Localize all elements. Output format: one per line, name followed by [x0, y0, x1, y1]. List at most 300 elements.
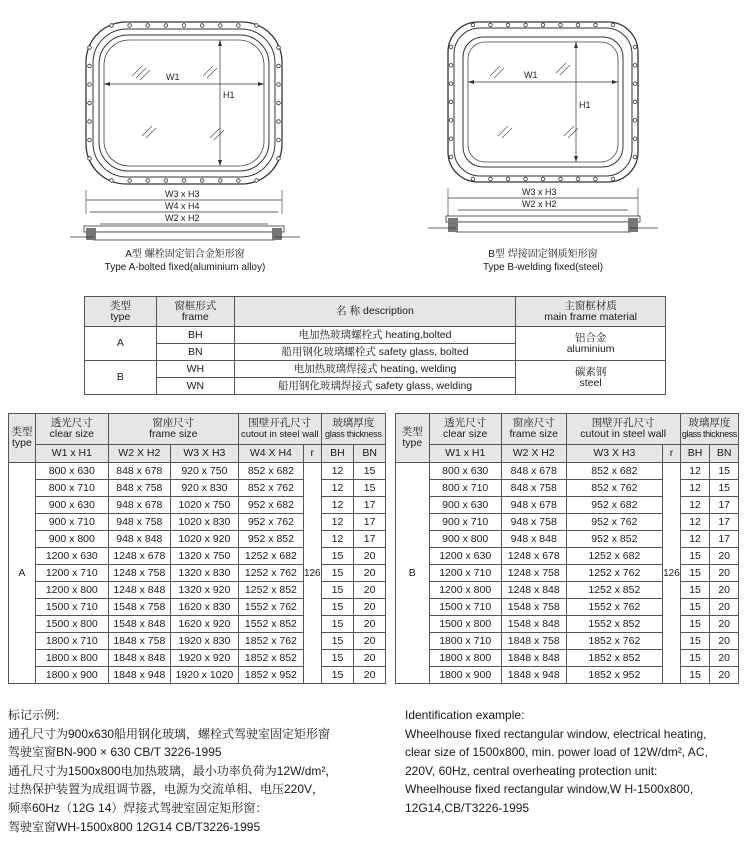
table-cell: 948 x 848: [108, 531, 170, 548]
table-cell: 15: [680, 633, 710, 650]
header-w2h2-b: W2 X H2: [501, 445, 566, 463]
table-cell: 15: [321, 616, 354, 633]
table-cell: 1848 x 948: [501, 667, 566, 684]
bolt-icon: [200, 24, 204, 28]
table-cell: 17: [710, 497, 739, 514]
frame-description-table: [84, 296, 666, 395]
table-cell: 20: [710, 633, 739, 650]
bolt-icon: [88, 46, 92, 50]
table-cell: 1020 x 830: [170, 514, 238, 531]
table-cell: 852 x 682: [238, 463, 303, 480]
table-cell: 12: [321, 514, 354, 531]
table-cell: 1320 x 920: [170, 582, 238, 599]
table-row: [9, 633, 386, 650]
bolt-icon: [471, 23, 475, 27]
table-row: [396, 616, 739, 633]
bolt-icon: [449, 64, 453, 68]
desc-name-cell: 电加热玻璃螺栓式 heating,bolted: [234, 327, 515, 344]
table-row: [396, 514, 739, 531]
table-cell: 12: [680, 497, 710, 514]
bolt-icon: [506, 23, 510, 27]
table-cell: 1848 x 948: [108, 667, 170, 684]
table-cell: 15: [321, 599, 354, 616]
table-cell: 1548 x 758: [501, 599, 566, 616]
table-cell: 948 x 678: [501, 497, 566, 514]
header-type-b: 类型 type: [396, 414, 430, 463]
radius-cell: 126: [303, 463, 321, 684]
table-cell: 20: [710, 616, 739, 633]
bolt-icon: [88, 64, 92, 68]
table-cell: 1200 x 630: [35, 548, 108, 565]
bolt-icon: [489, 177, 493, 181]
table-cell: 1548 x 758: [108, 599, 170, 616]
table-cell: 1852 x 762: [566, 633, 663, 650]
table-cell: 800 x 710: [429, 480, 501, 497]
header-type: 类型 type: [9, 414, 36, 463]
table-cell: 17: [354, 497, 386, 514]
table-row: [396, 650, 739, 667]
table-cell: 1500 x 710: [35, 599, 108, 616]
table-cell: 1920 x 920: [170, 650, 238, 667]
table-cell: 900 x 800: [429, 531, 501, 548]
table-cell: 20: [354, 616, 386, 633]
bolt-icon: [576, 177, 580, 181]
table-row: [9, 582, 386, 599]
bolt-icon: [633, 137, 637, 141]
header-w1h1: W1 x H1: [35, 445, 108, 463]
desc-frame-cell: BN: [156, 344, 234, 361]
bolt-icon: [200, 179, 204, 183]
type-a-caption-cn: A型 螺栓固定铝合金矩形窗: [125, 249, 245, 260]
table-cell: 15: [321, 582, 354, 599]
desc-header-frame: 窗框形式 frame: [156, 297, 234, 327]
note-line: 驾驶室窗BN-900 × 630 CB/T 3226-1995: [8, 745, 222, 760]
bolt-icon: [218, 179, 222, 183]
table-row: [396, 497, 739, 514]
table-cell: 12: [321, 480, 354, 497]
table-cell: 1500 x 800: [35, 616, 108, 633]
table-row: [9, 650, 386, 667]
table-cell: 1500 x 800: [429, 616, 501, 633]
table-cell: 900 x 630: [429, 497, 501, 514]
table-cell: 952 x 682: [566, 497, 663, 514]
table-cell: 1248 x 758: [501, 565, 566, 582]
table-cell: 15: [710, 463, 739, 480]
bolt-icon: [255, 179, 259, 183]
table-cell: 800 x 630: [429, 463, 501, 480]
table-row: [396, 599, 739, 616]
desc-material-b: 碳素钢 steel: [516, 361, 666, 395]
table-cell: 1200 x 710: [429, 565, 501, 582]
type-b-caption: [428, 248, 658, 274]
table-cell: 1500 x 710: [429, 599, 501, 616]
table-cell: 15: [680, 667, 710, 684]
type-a-caption-en: Type A-bolted fixed(aluminium alloy): [104, 262, 266, 273]
table-cell: 1320 x 830: [170, 565, 238, 582]
bolt-icon: [611, 23, 615, 27]
bolt-icon: [449, 100, 453, 104]
header-r: r: [303, 445, 321, 463]
table-row: [396, 667, 739, 684]
table-row: [396, 548, 739, 565]
table-cell: 15: [321, 633, 354, 650]
bolt-icon: [146, 24, 150, 28]
table-cell: 1252 x 762: [566, 565, 663, 582]
table-row: [396, 463, 739, 480]
bolt-icon: [237, 24, 241, 28]
table-cell: 1800 x 800: [35, 650, 108, 667]
note-line: 220V, 60Hz, central overheating protection unit:: [405, 763, 658, 778]
note-line: 通孔尺寸为900x630船用钢化玻璃，螺栓式驾驶室固定矩形窗: [8, 726, 331, 741]
bolt-icon: [633, 82, 637, 86]
bolt-icon: [277, 64, 281, 68]
bolt-icon: [541, 23, 545, 27]
table-cell: 1800 x 800: [429, 650, 501, 667]
table-cell: 1020 x 750: [170, 497, 238, 514]
desc-frame-cell: BH: [156, 327, 234, 344]
bolt-icon: [110, 179, 114, 183]
table-cell: 848 x 678: [501, 463, 566, 480]
note-line: 通孔尺寸为1500x800电加热玻璃，最小功率负荷为12W/dm²，: [8, 763, 338, 778]
table-cell: 20: [710, 582, 739, 599]
w4h4-label: W4 x H4: [165, 201, 200, 211]
table-cell: 12: [680, 531, 710, 548]
table-cell: 12: [321, 463, 354, 480]
table-cell: 20: [354, 599, 386, 616]
table-cell: 848 x 678: [108, 463, 170, 480]
table-cell: 1248 x 848: [501, 582, 566, 599]
table-cell: 1548 x 848: [501, 616, 566, 633]
note-line: Identification example:: [405, 708, 525, 722]
type-b-dimension-table: [395, 413, 739, 684]
bolt-icon: [541, 177, 545, 181]
type-b-window-drawing: [428, 18, 658, 248]
desc-name-cell: 电加热玻璃焊接式 heating, welding: [234, 361, 515, 378]
header-glass-thickness: 玻璃厚度 glass thickness: [321, 414, 385, 445]
header-bn-b: BN: [710, 445, 739, 463]
table-cell: 15: [680, 582, 710, 599]
table-cell: 20: [354, 633, 386, 650]
desc-frame-cell: WH: [156, 361, 234, 378]
w2h2-label: W2 x H2: [165, 213, 200, 223]
table-cell: 20: [354, 548, 386, 565]
table-row: [9, 599, 386, 616]
table-cell: 1620 x 920: [170, 616, 238, 633]
table-cell: 900 x 800: [35, 531, 108, 548]
h1-label-b: H1: [579, 100, 591, 110]
note-line: 过热保护装置为成组调节器，电源为交流单相、电压220V，: [8, 782, 325, 797]
desc-frame-cell: WN: [156, 378, 234, 395]
bolt-icon: [110, 24, 114, 28]
bolt-icon: [506, 177, 510, 181]
type-b-caption-en: Type B-welding fixed(steel): [482, 262, 604, 273]
table-cell: 1848 x 758: [108, 633, 170, 650]
table-cell: 1800 x 900: [35, 667, 108, 684]
bolt-icon: [489, 23, 493, 27]
table-cell: 17: [710, 514, 739, 531]
table-cell: 848 x 758: [501, 480, 566, 497]
table-cell: 1852 x 852: [566, 650, 663, 667]
desc-material-a: 铝合金 aluminium: [516, 327, 666, 361]
table-cell: 1248 x 678: [108, 548, 170, 565]
table-cell: 952 x 762: [238, 514, 303, 531]
table-cell: 952 x 852: [238, 531, 303, 548]
table-cell: 1848 x 848: [108, 650, 170, 667]
table-row: [396, 633, 739, 650]
bolt-icon: [524, 177, 528, 181]
table-row: [9, 531, 386, 548]
bolt-icon: [88, 83, 92, 87]
table-cell: 848 x 758: [108, 480, 170, 497]
table-cell: 1252 x 682: [238, 548, 303, 565]
bolt-icon: [524, 23, 528, 27]
w3h3-label: W3 x H3: [165, 189, 200, 199]
header-w4h4: W4 X H4: [238, 445, 303, 463]
type-b-caption-cn: B型 焊接固定钢质矩形窗: [488, 249, 598, 260]
bolt-icon: [449, 137, 453, 141]
header-w1h1-b: W1 x H1: [429, 445, 501, 463]
table-cell: 952 x 682: [238, 497, 303, 514]
bolt-icon: [633, 64, 637, 68]
table-cell: 1552 x 852: [566, 616, 663, 633]
table-cell: 17: [354, 514, 386, 531]
table-cell: 1852 x 952: [566, 667, 663, 684]
note-line: 频率60Hz（12G 14）焊接式驾驶室固定矩形窗：: [8, 800, 268, 815]
table-cell: 1552 x 762: [238, 599, 303, 616]
bolt-icon: [277, 46, 281, 50]
table-cell: 1800 x 710: [429, 633, 501, 650]
table-row: [9, 463, 386, 480]
table-cell: 952 x 762: [566, 514, 663, 531]
table-cell: 15: [680, 565, 710, 582]
table-row: [396, 480, 739, 497]
type-cell: B: [396, 463, 430, 684]
bolt-icon: [182, 24, 186, 28]
bolt-icon: [277, 120, 281, 124]
table-cell: 1020 x 920: [170, 531, 238, 548]
table-cell: 12: [680, 463, 710, 480]
header-bh: BH: [321, 445, 354, 463]
table-cell: 1252 x 682: [566, 548, 663, 565]
table-cell: 15: [680, 599, 710, 616]
table-cell: 920 x 830: [170, 480, 238, 497]
table-row: [9, 548, 386, 565]
note-line: clear size of 1500x800, min. power load of 12W/dm², AC,: [405, 745, 708, 760]
bolt-icon: [449, 155, 453, 159]
bolt-icon: [594, 177, 598, 181]
table-cell: 20: [710, 548, 739, 565]
header-w2h2: W2 X H2: [108, 445, 170, 463]
table-cell: 1200 x 800: [35, 582, 108, 599]
table-row: [396, 565, 739, 582]
table-cell: 1800 x 710: [35, 633, 108, 650]
bolt-icon: [449, 82, 453, 86]
bolt-icon: [164, 179, 168, 183]
table-cell: 20: [354, 667, 386, 684]
table-cell: 15: [680, 616, 710, 633]
header-bh-b: BH: [680, 445, 710, 463]
table-cell: 1252 x 852: [566, 582, 663, 599]
table-cell: 1248 x 758: [108, 565, 170, 582]
table-row: [9, 514, 386, 531]
note-line: 驾驶室窗WH-1500x800 12G14 CB/T3226-1995: [8, 819, 261, 834]
note-line: Wheelhouse fixed rectangular window, electrical heating,: [405, 726, 707, 741]
header-clear-size-b: 透光尺寸 clear size: [429, 414, 501, 445]
w1-label-b: W1: [524, 70, 538, 80]
bolt-icon: [218, 24, 222, 28]
type-cell: A: [9, 463, 36, 684]
table-cell: 20: [710, 599, 739, 616]
table-cell: 1552 x 852: [238, 616, 303, 633]
table-cell: 1852 x 762: [238, 633, 303, 650]
bolt-icon: [88, 101, 92, 105]
table-cell: 15: [354, 463, 386, 480]
bolt-icon: [471, 177, 475, 181]
type-a-window-drawing: [70, 18, 300, 248]
header-bn: BN: [354, 445, 386, 463]
table-cell: 20: [354, 565, 386, 582]
table-cell: 1620 x 830: [170, 599, 238, 616]
bolt-icon: [559, 23, 563, 27]
bolt-icon: [633, 155, 637, 159]
table-cell: 952 x 852: [566, 531, 663, 548]
w2h2-label-b: W2 x H2: [522, 199, 557, 209]
table-cell: 20: [354, 650, 386, 667]
note-line: 12G14,CB/T3226-1995: [405, 800, 530, 815]
bolt-icon: [449, 119, 453, 123]
table-cell: 12: [680, 514, 710, 531]
header-clear-size: 透光尺寸 clear size: [35, 414, 108, 445]
table-cell: 1848 x 848: [501, 650, 566, 667]
bolt-icon: [182, 179, 186, 183]
table-cell: 800 x 710: [35, 480, 108, 497]
bolt-icon: [277, 138, 281, 142]
bolt-icon: [611, 177, 615, 181]
table-row: [396, 531, 739, 548]
desc-header-name: 名 称 description: [234, 297, 515, 327]
table-cell: 15: [321, 565, 354, 582]
radius-cell: 126: [663, 463, 681, 684]
bolt-icon: [255, 24, 259, 28]
bolt-icon: [633, 119, 637, 123]
table-cell: 800 x 630: [35, 463, 108, 480]
bolt-icon: [164, 24, 168, 28]
w1-label: W1: [166, 72, 180, 82]
bolt-icon: [633, 100, 637, 104]
note-line: 标记示例:: [8, 708, 60, 722]
table-cell: 852 x 762: [566, 480, 663, 497]
bolt-icon: [277, 83, 281, 87]
table-cell: 17: [710, 531, 739, 548]
table-cell: 1548 x 848: [108, 616, 170, 633]
table-row: [9, 667, 386, 684]
h1-label: H1: [223, 90, 235, 100]
bolt-icon: [277, 101, 281, 105]
table-cell: 20: [710, 565, 739, 582]
header-glass-thickness-b: 玻璃厚度 glass thickness: [680, 414, 738, 445]
bolt-icon: [633, 45, 637, 49]
desc-name-cell: 船用钢化玻璃焊接式 safety glass, welding: [234, 378, 515, 395]
table-cell: 15: [321, 667, 354, 684]
header-cutout-b: 围壁开孔尺寸 cutout in steel wall: [566, 414, 680, 445]
table-cell: 900 x 710: [35, 514, 108, 531]
table-cell: 15: [680, 548, 710, 565]
table-row: [9, 480, 386, 497]
table-cell: 1920 x 1020: [170, 667, 238, 684]
desc-type-b: B: [85, 361, 157, 395]
table-row: [9, 497, 386, 514]
bolt-icon: [594, 23, 598, 27]
table-cell: 15: [321, 650, 354, 667]
note-line: Wheelhouse fixed rectangular window,W H-1500x800,: [405, 782, 694, 797]
desc-header-type: 类型 type: [85, 297, 157, 327]
table-cell: 15: [321, 548, 354, 565]
type-a-dimension-table: [8, 413, 386, 684]
bolt-icon: [88, 138, 92, 142]
table-cell: 20: [354, 582, 386, 599]
table-cell: 12: [321, 497, 354, 514]
table-row: [396, 582, 739, 599]
table-cell: 1848 x 758: [501, 633, 566, 650]
bolt-icon: [88, 157, 92, 161]
table-cell: 852 x 762: [238, 480, 303, 497]
table-cell: 852 x 682: [566, 463, 663, 480]
bolt-icon: [277, 157, 281, 161]
table-cell: 20: [710, 667, 739, 684]
table-row: [9, 616, 386, 633]
table-cell: 948 x 678: [108, 497, 170, 514]
table-cell: 15: [710, 480, 739, 497]
table-cell: 920 x 750: [170, 463, 238, 480]
header-frame-size: 窗座尺寸 frame size: [108, 414, 238, 445]
desc-type-a: A: [85, 327, 157, 361]
table-cell: 900 x 630: [35, 497, 108, 514]
table-cell: 1200 x 710: [35, 565, 108, 582]
table-cell: 12: [680, 480, 710, 497]
identification-notes-en: [405, 706, 708, 818]
table-cell: 20: [710, 650, 739, 667]
header-cutout: 围壁开孔尺寸 cutout in steel wall: [238, 414, 321, 445]
table-cell: 1248 x 678: [501, 548, 566, 565]
bolt-icon: [576, 23, 580, 27]
bolt-icon: [237, 179, 241, 183]
table-cell: 1200 x 800: [429, 582, 501, 599]
bolt-icon: [449, 45, 453, 49]
table-cell: 1252 x 762: [238, 565, 303, 582]
header-w3h3-b: W3 X H3: [566, 445, 663, 463]
bolt-icon: [88, 120, 92, 124]
table-cell: 948 x 758: [108, 514, 170, 531]
table-cell: 1320 x 750: [170, 548, 238, 565]
bolt-icon: [146, 179, 150, 183]
bolt-icon: [128, 179, 132, 183]
table-cell: 1252 x 852: [238, 582, 303, 599]
table-cell: 1800 x 900: [429, 667, 501, 684]
table-cell: 1920 x 830: [170, 633, 238, 650]
table-cell: 1852 x 852: [238, 650, 303, 667]
table-cell: 900 x 710: [429, 514, 501, 531]
table-cell: 1248 x 848: [108, 582, 170, 599]
desc-name-cell: 船用钢化玻璃螺栓式 safety glass, bolted: [234, 344, 515, 361]
table-cell: 15: [354, 480, 386, 497]
header-r-b: r: [663, 445, 681, 463]
bolt-icon: [128, 24, 132, 28]
table-cell: 1552 x 762: [566, 599, 663, 616]
type-a-caption: [70, 248, 300, 274]
table-cell: 1852 x 952: [238, 667, 303, 684]
identification-notes-cn: [8, 706, 337, 836]
table-cell: 948 x 758: [501, 514, 566, 531]
